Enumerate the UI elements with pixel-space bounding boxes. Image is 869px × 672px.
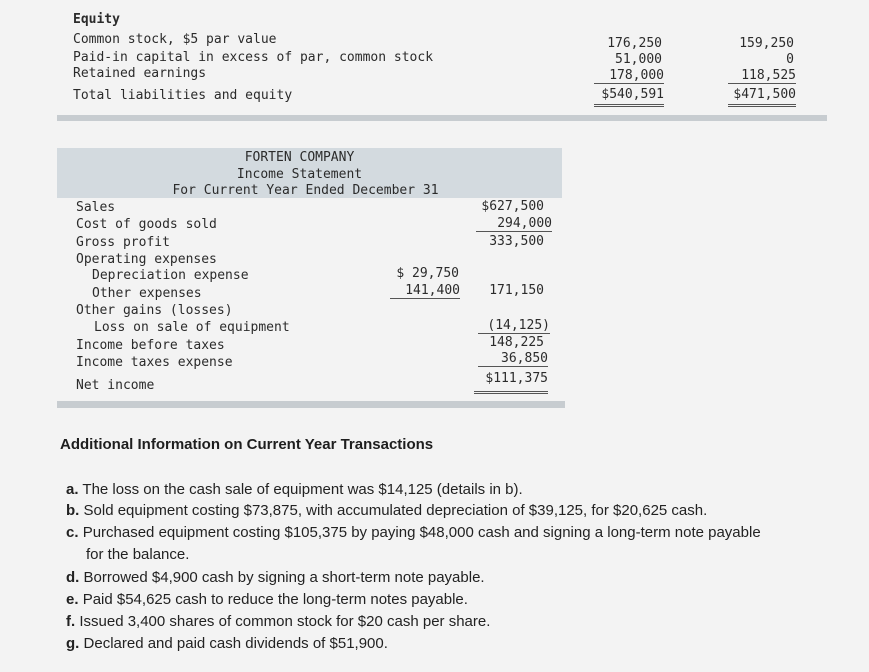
list-item-continuation: for the balance. bbox=[86, 546, 190, 563]
list-item: e. Paid $54,625 cash to reduce the long-term notes payable. bbox=[66, 591, 468, 608]
equity-current-value: 51,000 bbox=[615, 52, 662, 67]
company-name: FORTEN COMPANY bbox=[244, 150, 355, 165]
is-row-label: Gross profit bbox=[76, 235, 170, 250]
list-item: g. Declared and paid cash dividends of $51,900. bbox=[66, 635, 388, 652]
equity-current-value: 176,250 bbox=[607, 36, 662, 51]
list-item: a. The loss on the cash sale of equipment was $14,125 (details in b). bbox=[66, 481, 523, 498]
is-row-label: Other gains (losses) bbox=[76, 303, 233, 318]
list-item: b. Sold equipment costing $73,875, with accumulated depreciation of $39,125, for $20,625 cash. bbox=[66, 502, 708, 519]
equity-current-total: $540,591 bbox=[594, 87, 664, 107]
is-row-label: Income taxes expense bbox=[76, 355, 233, 370]
is-inner-value: $ 29,750 bbox=[396, 266, 459, 281]
equity-prior-value: 0 bbox=[786, 52, 794, 67]
equity-row-label: Common stock, $5 par value bbox=[73, 32, 277, 47]
is-row-label: Cost of goods sold bbox=[76, 217, 217, 232]
list-item: f. Issued 3,400 shares of common stock for $20 cash per share. bbox=[66, 613, 491, 630]
is-outer-value: 333,500 bbox=[489, 234, 544, 249]
is-row-label: Loss on sale of equipment bbox=[94, 320, 290, 335]
list-item: c. Purchased equipment costing $105,375 by paying $48,000 cash and signing a long-term note payable bbox=[66, 524, 761, 541]
income-statement-footer-bar bbox=[57, 401, 565, 408]
income-statement-header bbox=[57, 148, 562, 198]
equity-current-value: 178,000 bbox=[594, 68, 664, 84]
is-row-label: Net income bbox=[76, 378, 155, 393]
equity-prior-value: 159,250 bbox=[739, 36, 794, 51]
is-row-label: Income before taxes bbox=[76, 338, 225, 353]
is-inner-value: 141,400 bbox=[390, 283, 460, 299]
equity-prior-total: $471,500 bbox=[728, 87, 796, 107]
equity-row-label: Retained earnings bbox=[73, 66, 207, 81]
is-outer-value: (14,125) bbox=[478, 318, 550, 334]
equity-row-label: Paid-in capital in excess of par, common stock bbox=[73, 50, 434, 65]
is-outer-value: 148,225 bbox=[489, 335, 544, 350]
statement-title: Income Statement bbox=[236, 167, 363, 182]
is-row-label: Operating expenses bbox=[76, 252, 217, 267]
is-net-income-value: $111,375 bbox=[474, 371, 548, 394]
is-row-label: Other expenses bbox=[92, 286, 202, 301]
additional-info-title: Additional Information on Current Year Transactions bbox=[60, 436, 434, 453]
is-row-label: Depreciation expense bbox=[92, 268, 249, 283]
is-outer-value: 36,850 bbox=[478, 351, 548, 367]
equity-total-label: Total liabilities and equity bbox=[73, 88, 293, 103]
equity-heading: Equity bbox=[73, 12, 120, 27]
statement-period: For Current Year Ended December 31 bbox=[172, 183, 439, 198]
list-item: d. Borrowed $4,900 cash by signing a short-term note payable. bbox=[66, 569, 485, 586]
is-outer-value: $627,500 bbox=[481, 199, 544, 214]
equity-prior-value: 118,525 bbox=[728, 68, 796, 84]
is-outer-value: 171,150 bbox=[489, 283, 544, 298]
is-row-label: Sales bbox=[76, 200, 116, 215]
section-divider bbox=[57, 115, 827, 121]
is-outer-value: 294,000 bbox=[476, 216, 552, 232]
